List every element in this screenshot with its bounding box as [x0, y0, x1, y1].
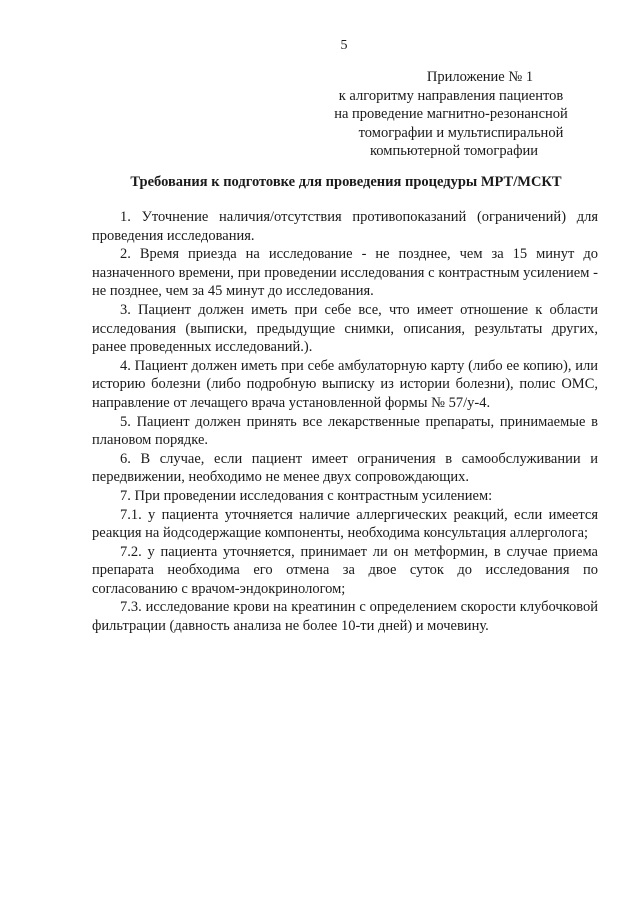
requirement-subitem: 7.1. у пациента уточняется наличие аллергических реакций, если имеется реакция на йодсодержащие компоненты, необходима консультация аллерголога; — [92, 506, 598, 542]
requirement-item: 4. Пациент должен иметь при себе амбулаторную карту (либо ее копию), или историю болезни (либо подробную выписку из истории болезни), полис ОМС, направление от лечащего врача установленной формы № 57/у-4. — [92, 357, 598, 411]
appendix-line: компьютерной томографии — [370, 143, 538, 160]
requirement-item: 1. Уточнение наличия/отсутствия противопоказаний (ограничений) для проведения исследования. — [92, 209, 598, 244]
requirement-item: 6. В случае, если пациент имеет ограничения в самообслуживании и передвижении, необходимо не менее двух сопровождающих. — [92, 450, 598, 486]
appendix-line: к алгоритму направления пациентов — [338, 87, 564, 104]
requirement-item: 5. Пациент должен принять все лекарственные препараты, принимаемые в плановом порядке. — [92, 413, 598, 449]
requirement-subitem: 7.2. у пациента уточняется, принимает ли он метформин, в случае приема препарата необходима его отмена за двое суток до исследования по согласованию с врачом-эндокринологом; — [92, 543, 598, 597]
appendix-line: томографии и мультиспиральной — [358, 124, 564, 141]
requirement-item: 3. Пациент должен иметь при себе все, что имеет отношение к области исследования (выписки, предыдущие снимки, описания, результаты других, ранее проведенных исследований.). — [92, 301, 598, 356]
document-title: Требования к подготовке для проведения процедуры МРТ/МСКТ — [130, 174, 562, 190]
appendix-line: на проведение магнитно-резонансной — [334, 106, 568, 123]
appendix-line: Приложение № 1 — [426, 69, 534, 85]
requirements-list — [92, 208, 598, 636]
requirement-subitem: 7.3. исследование крови на креатинин с определением скорости клубочковой фильтрации (давность анализа не более 10-ти дней) и мочевину. — [92, 599, 598, 635]
requirement-item: 2. Время приезда на исследование - не позднее, чем за 15 минут до назначенного времени, при проведении исследования с контрастным усилением - не позднее, чем за 45 минут до исследования. — [92, 246, 598, 300]
requirement-item: 7. При проведении исследования с контрастным усилением: — [120, 487, 493, 504]
page-number: 5 — [340, 38, 348, 53]
appendix-header — [300, 68, 600, 161]
